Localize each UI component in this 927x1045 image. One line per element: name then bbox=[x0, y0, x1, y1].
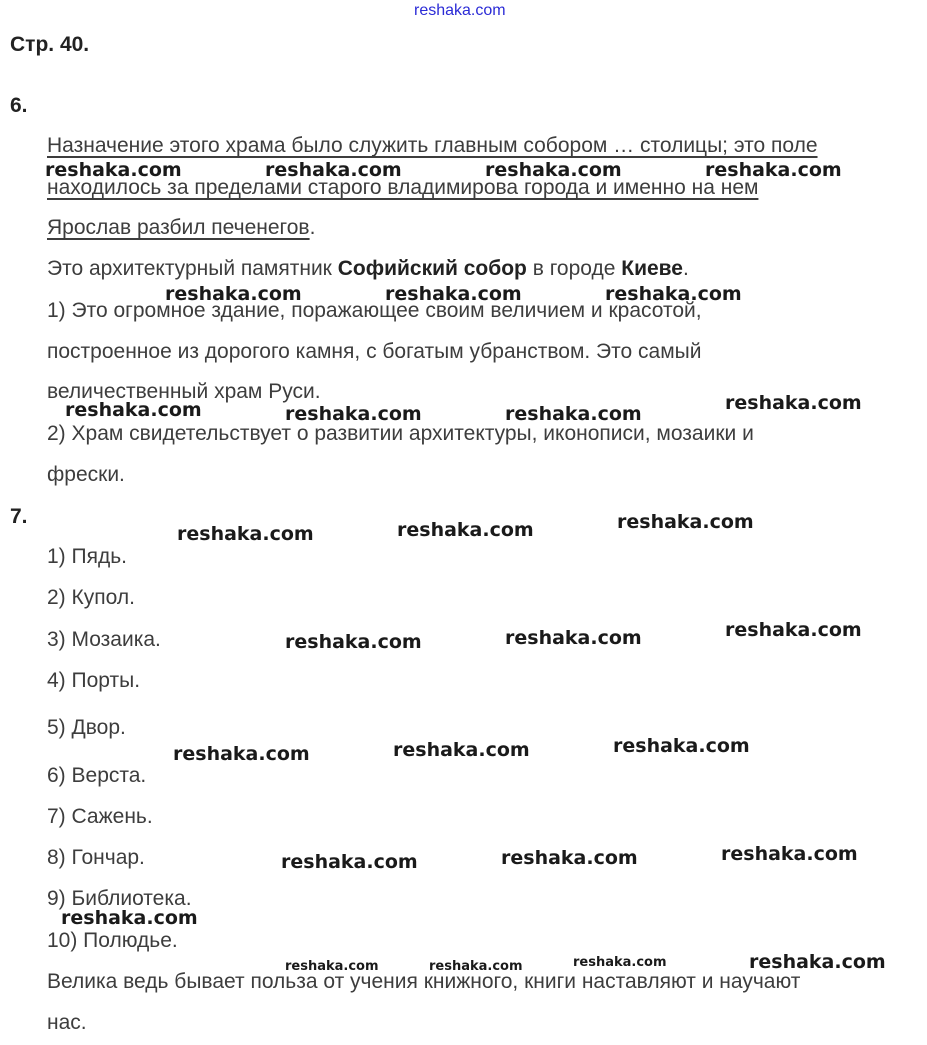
task-7-item: 1) Пядь. bbox=[47, 545, 128, 568]
watermark: reshaka.com bbox=[61, 907, 198, 929]
watermark: reshaka.com bbox=[485, 159, 622, 181]
watermark: reshaka.com bbox=[173, 743, 310, 765]
watermark: reshaka.com bbox=[165, 283, 302, 305]
task-7-closing-line-1: Велика ведь бывает польза от учения книжного, книги наставляют и научают bbox=[47, 970, 801, 993]
task-6-quote-line-3-text: Ярослав разбил печенегов bbox=[47, 216, 310, 239]
task-7-item: 4) Порты. bbox=[47, 669, 141, 692]
watermark: reshaka.com bbox=[285, 631, 422, 653]
watermark: reshaka.com bbox=[617, 511, 754, 533]
task-7-item: 9) Библиотека. bbox=[47, 887, 192, 910]
watermark: reshaka.com bbox=[265, 159, 402, 181]
watermark: reshaka.com bbox=[397, 519, 534, 541]
monument-city: Киеве bbox=[621, 257, 683, 280]
task-6-answer-2-line-1: 2) Храм свидетельствует о развитии архитектуры, иконописи, мозаики и bbox=[47, 422, 754, 445]
watermark: reshaka.com bbox=[749, 951, 886, 973]
monument-prefix: Это архитектурный памятник bbox=[47, 257, 338, 280]
task-6-monument bbox=[47, 257, 689, 281]
task-7-item: 8) Гончар. bbox=[47, 846, 145, 869]
watermark: reshaka.com bbox=[177, 523, 314, 545]
task-7-item: 6) Верста. bbox=[47, 764, 147, 787]
page-title: Стр. 40. bbox=[10, 33, 90, 56]
watermark: reshaka.com bbox=[725, 392, 862, 414]
watermark: reshaka.com bbox=[429, 959, 523, 974]
watermark: reshaka.com bbox=[281, 851, 418, 873]
task-6-quote-line-3 bbox=[47, 216, 315, 240]
monument-name: Софийский собор bbox=[337, 257, 527, 280]
task-7-number: 7. bbox=[10, 505, 28, 528]
site-header-watermark: reshaka.com bbox=[414, 2, 506, 19]
task-6-answer-1-line-1: 1) Это огромное здание, поражающее своим величием и красотой, bbox=[47, 299, 702, 322]
watermark: reshaka.com bbox=[505, 403, 642, 425]
monument-end: . bbox=[682, 257, 689, 280]
task-6-quote-end: . bbox=[309, 216, 316, 239]
watermark: reshaka.com bbox=[725, 619, 862, 641]
watermark: reshaka.com bbox=[385, 283, 522, 305]
task-7-closing-line-2: нас. bbox=[47, 1011, 87, 1034]
task-6-number: 6. bbox=[10, 94, 28, 117]
watermark: reshaka.com bbox=[285, 403, 422, 425]
watermark: reshaka.com bbox=[613, 735, 750, 757]
task-6-answer-2-line-2: фрески. bbox=[47, 463, 125, 486]
watermark: reshaka.com bbox=[393, 739, 530, 761]
task-7-item: 10) Полюдье. bbox=[47, 929, 178, 952]
task-7-item: 5) Двор. bbox=[47, 716, 126, 739]
watermark: reshaka.com bbox=[65, 399, 202, 421]
task-7-item: 3) Мозаика. bbox=[47, 628, 161, 651]
monument-middle: в городе bbox=[526, 257, 622, 280]
watermark: reshaka.com bbox=[573, 955, 667, 970]
task-7-item: 2) Купол. bbox=[47, 586, 135, 609]
task-6-answer-1-line-2: построенное из дорогого камня, с богатым убранством. Это самый bbox=[47, 340, 702, 363]
task-7-item: 7) Сажень. bbox=[47, 805, 153, 828]
watermark: reshaka.com bbox=[721, 843, 858, 865]
watermark: reshaka.com bbox=[501, 847, 638, 869]
watermark: reshaka.com bbox=[605, 283, 742, 305]
task-6-quote-line-1: Назначение этого храма было служить главным собором … столицы; это поле bbox=[47, 134, 818, 157]
watermark: reshaka.com bbox=[705, 159, 842, 181]
watermark: reshaka.com bbox=[285, 959, 379, 974]
watermark: reshaka.com bbox=[45, 159, 182, 181]
watermark: reshaka.com bbox=[505, 627, 642, 649]
task-6-answer-1-line-3: величественный храм Руси. bbox=[47, 380, 321, 403]
task-6-quote-line-2: находилось за пределами старого владимирова города и именно на нем bbox=[47, 176, 759, 199]
